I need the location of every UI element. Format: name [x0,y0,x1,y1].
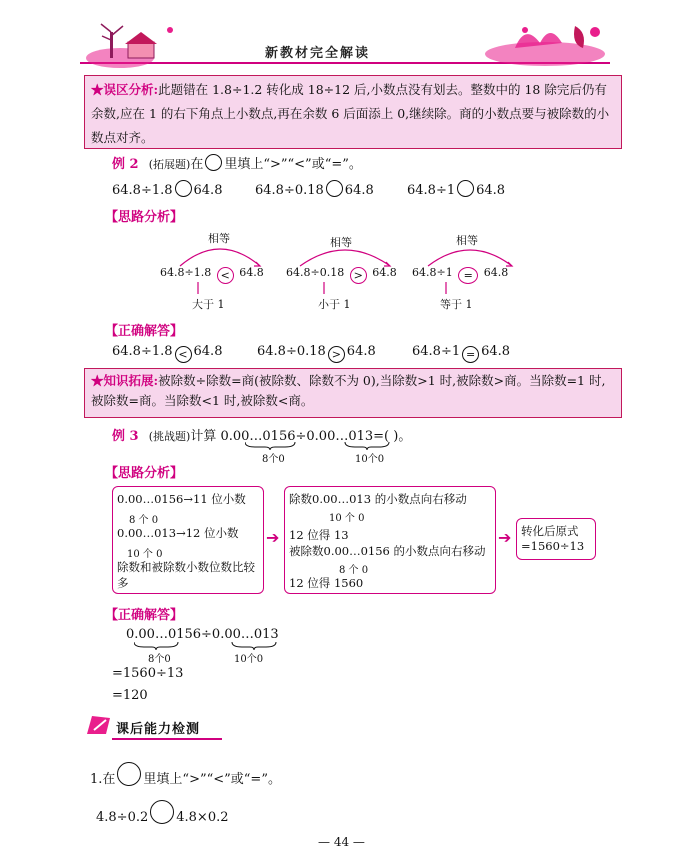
example2-q-a: 在 [190,157,204,172]
answer2-heading: 【正确解答】 [105,324,184,339]
note-error-analysis [84,75,622,149]
arrow-right-icon: ➔ [498,528,512,547]
answer-sign-icon: > [328,346,345,363]
analysis2-note: 小于 1 [318,298,351,311]
page-number: — 44 — [318,835,365,849]
example2-type: (拓展题) [148,158,191,171]
example2-label: 例 2 [112,157,139,172]
practice-title-underline [112,738,222,740]
equal-label: 相等 [330,236,352,249]
analysis2-expr: 64.8÷1.8 < 64.8 [160,266,264,282]
practice-title: 课后能力检测 [116,722,201,737]
analysis2-diagram [160,222,540,322]
blank-circle-icon[interactable] [150,800,174,824]
example2-q-b: 里填上“>”“<”或“=”。 [224,157,362,172]
note-knowledge-text: 被除数÷除数=商(被除数、除数不为 0),当除数>1 时,被除数>商。当除数=1 时,被除数=商。当除数<1 时,被除数<商。 [91,373,606,408]
answer-sign-icon: < [175,346,192,363]
analysis2-heading: 【思路分析】 [105,210,184,225]
header-banner [80,18,610,68]
sign-circle-icon: > [350,267,367,284]
note-knowledge-tag: ★知识拓展: [91,373,159,388]
answer3-line1: 0.00…0156÷0.00…013 [126,627,279,642]
under-label: 8个0 [262,454,285,465]
blank-circle-icon[interactable] [457,180,474,197]
blank-circle-icon[interactable] [326,180,343,197]
equal-label: 相等 [208,232,230,245]
pencil-badge-icon [84,712,114,738]
sign-circle-icon: = [458,267,478,284]
answer3-line2: =1560÷13 [112,666,184,681]
analysis2-expr: 64.8÷0.18 > 64.8 [286,266,397,282]
example2-item: 64.8÷1.8 64.8 [112,180,222,198]
practice-q1-item: 4.8÷0.2 4.8×0.2 [96,800,229,825]
blank-circle-icon[interactable] [117,762,141,786]
sign-circle-icon: < [217,267,234,284]
analysis3-box3: 转化后原式 =1560÷13 [516,518,596,560]
example3-question: 例 3 (挑战题)计算 0.00…0156÷0.00…013=( )。 [112,429,412,444]
under-label: 10个0 [355,454,385,465]
analysis2-note: 等于 1 [440,298,473,311]
example2-item: 64.8÷0.18 64.8 [255,180,374,198]
analysis3-box2: 除数0.00…013 的小数点向右移动 10 个 0 12 位得 13 被除数0.00…0156 的小数点向右移动 8 个 0 12 位得 1560 [284,486,496,594]
equal-label: 相等 [456,234,478,247]
under-label: 8个0 [148,654,171,665]
answer-sign-icon: = [462,346,479,363]
arrow-right-icon: ➔ [266,528,280,547]
analysis3-box1: 0.00…0156→11 位小数 8 个 0 0.00…013→12 位小数 10 个 0 除数和被除数小数位数比较多 [112,486,264,594]
note-knowledge [84,368,622,418]
practice-q1: 1.在 里填上“>”“<”或“=”。 [90,762,281,787]
note-error-text: 此题错在 1.8÷1.2 转化成 18÷12 后,小数点没有划去。整数中的 18 除完后仍有余数,应在 1 的右下角点上小数点,再在余数 6 后面添上 0,继续除。商的小数点要与被除数的小数点对齐。 [91,82,610,145]
answer3-heading: 【正确解答】 [105,608,184,623]
under-label: 10个0 [234,654,264,665]
example3-type: (挑战题) [148,430,191,443]
analysis2-expr: 64.8÷1 = 64.8 [412,266,509,282]
analysis3-heading: 【思路分析】 [105,466,184,481]
example2-item: 64.8÷1 64.8 [407,180,505,198]
note-error-tag: ★误区分析: [91,82,159,97]
example2-question [112,153,362,172]
example3-expr: 0.00…0156÷0.00…013=( )。 [220,429,412,444]
header-title: 新教材完全解读 [265,46,371,61]
example3-label: 例 3 [112,429,139,444]
blank-circle-icon [205,154,222,171]
analysis2-note: 大于 1 [192,298,225,311]
answer3-line3: =120 [112,688,148,703]
blank-circle-icon[interactable] [175,180,192,197]
